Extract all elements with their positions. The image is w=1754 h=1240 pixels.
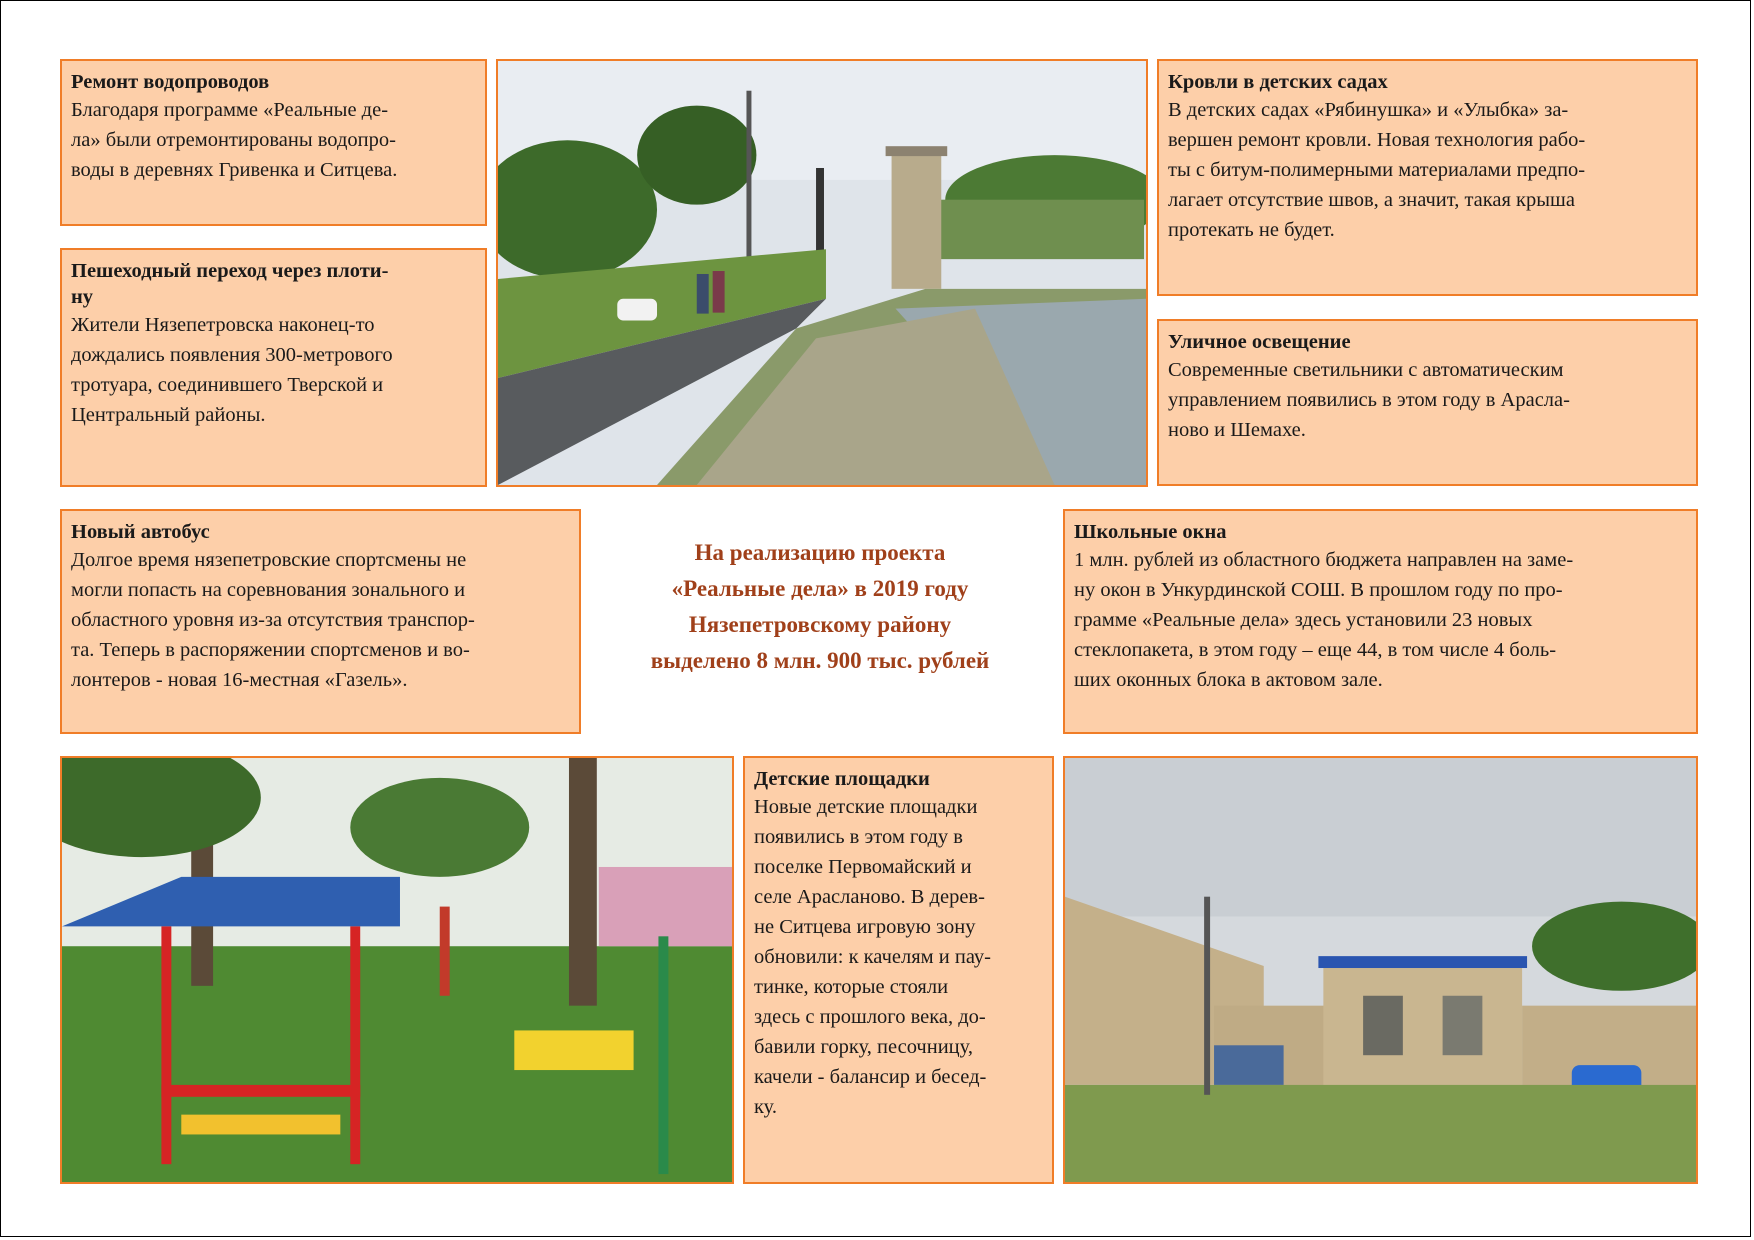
box-line: дождались появления 300-метрового: [71, 344, 393, 366]
box-line: ку.: [754, 1096, 777, 1118]
box-line: поселке Первомайский и: [754, 856, 972, 878]
box-line: та. Теперь в распоряжении спортсменов и во-: [71, 639, 470, 661]
funding-line: Нязепетровскому району: [688, 612, 952, 637]
funding-statement: [590, 535, 1050, 679]
funding-line: На реализацию проекта: [694, 540, 946, 565]
box-line: тротуара, соединившего Тверской и: [71, 374, 384, 396]
box-line: областного уровня из-за отсутствия транспор-: [71, 609, 475, 631]
box-line: ново и Шемахе.: [1168, 419, 1306, 441]
box-line: Современные светильники с автоматическим: [1168, 359, 1564, 381]
box-line: не Ситцева игровую зону: [754, 916, 976, 938]
box-title: Кровли в детских садах: [1168, 71, 1388, 93]
funding-line: «Реальные дела» в 2019 году: [671, 576, 969, 601]
box-line: воды в деревнях Гривенка и Ситцева.: [71, 159, 398, 181]
school-illustration: [1065, 758, 1696, 1182]
box-kindergarten-roofs: [1157, 59, 1698, 296]
box-line: Жители Нязепетровска наконец-то: [71, 314, 375, 336]
box-line: бавили горку, песочницу,: [754, 1036, 973, 1058]
box-title: Новый автобус: [71, 521, 210, 543]
box-line: Благодаря программе «Реальные де-: [71, 99, 389, 121]
box-water-pipes: [60, 59, 487, 226]
playground-illustration: [62, 758, 732, 1182]
box-playgrounds: [743, 756, 1054, 1184]
dam-illustration: [498, 61, 1146, 485]
box-line: протекать не будет.: [1168, 219, 1335, 241]
box-line: селе Арасланово. В дерев-: [754, 886, 985, 908]
box-line: стеклопакета, в этом году – еще 44, в том числе 4 боль-: [1074, 639, 1557, 661]
box-line: здесь с прошлого века, до-: [754, 1006, 986, 1028]
box-line: Новые детские площадки: [754, 796, 978, 818]
box-line: обновили: к качелям и пау-: [754, 946, 991, 968]
box-line: ты с битум-полимерными материалами предпо-: [1168, 159, 1586, 181]
box-line: управлением появились в этом году в Арасла-: [1168, 389, 1570, 411]
box-title: Школьные окна: [1074, 521, 1227, 543]
box-school-windows: [1063, 509, 1698, 734]
box-line: 1 млн. рублей из областного бюджета направлен на заме-: [1074, 549, 1574, 571]
box-line: качели - балансир и бесед-: [754, 1066, 987, 1088]
box-line: могли попасть на соревнования зонального и: [71, 579, 466, 601]
box-title: Детские площадки: [754, 768, 930, 790]
box-street-lighting: [1157, 319, 1698, 486]
box-title: Пешеходный переход через плоти-: [71, 260, 389, 282]
box-title: Ремонт водопроводов: [71, 71, 270, 93]
box-title: Уличное освещение: [1168, 331, 1351, 353]
box-line: лонтеров - новая 16-местная «Газель».: [71, 669, 408, 691]
box-line: ла» были отремонтированы водопро-: [71, 129, 396, 151]
box-line: появились в этом году в: [754, 826, 963, 848]
funding-line: выделено 8 млн. 900 тыс. рублей: [650, 648, 990, 673]
photo-dam-walkway: [496, 59, 1148, 487]
box-line: Центральный районы.: [71, 404, 266, 426]
box-line: вершен ремонт кровли. Новая технология рабо-: [1168, 129, 1586, 151]
box-line: лагает отсутствие швов, а значит, такая крыша: [1168, 189, 1575, 211]
box-pedestrian-crossing: [60, 248, 487, 487]
box-line: ших оконных блока в актовом зале.: [1074, 669, 1383, 691]
box-line: В детских садах «Рябинушка» и «Улыбка» за-: [1168, 99, 1569, 121]
photo-playground: [60, 756, 734, 1184]
box-line: ну окон в Ункурдинской СОШ. В прошлом году по про-: [1074, 579, 1563, 601]
box-line: Долгое время нязепетровские спортсмены не: [71, 549, 467, 571]
box-title: ну: [71, 286, 94, 308]
box-new-bus: [60, 509, 581, 734]
photo-school-building: [1063, 756, 1698, 1184]
box-line: грамме «Реальные дела» здесь установили 23 новых: [1074, 609, 1533, 631]
box-line: тинке, которые стояли: [754, 976, 949, 998]
